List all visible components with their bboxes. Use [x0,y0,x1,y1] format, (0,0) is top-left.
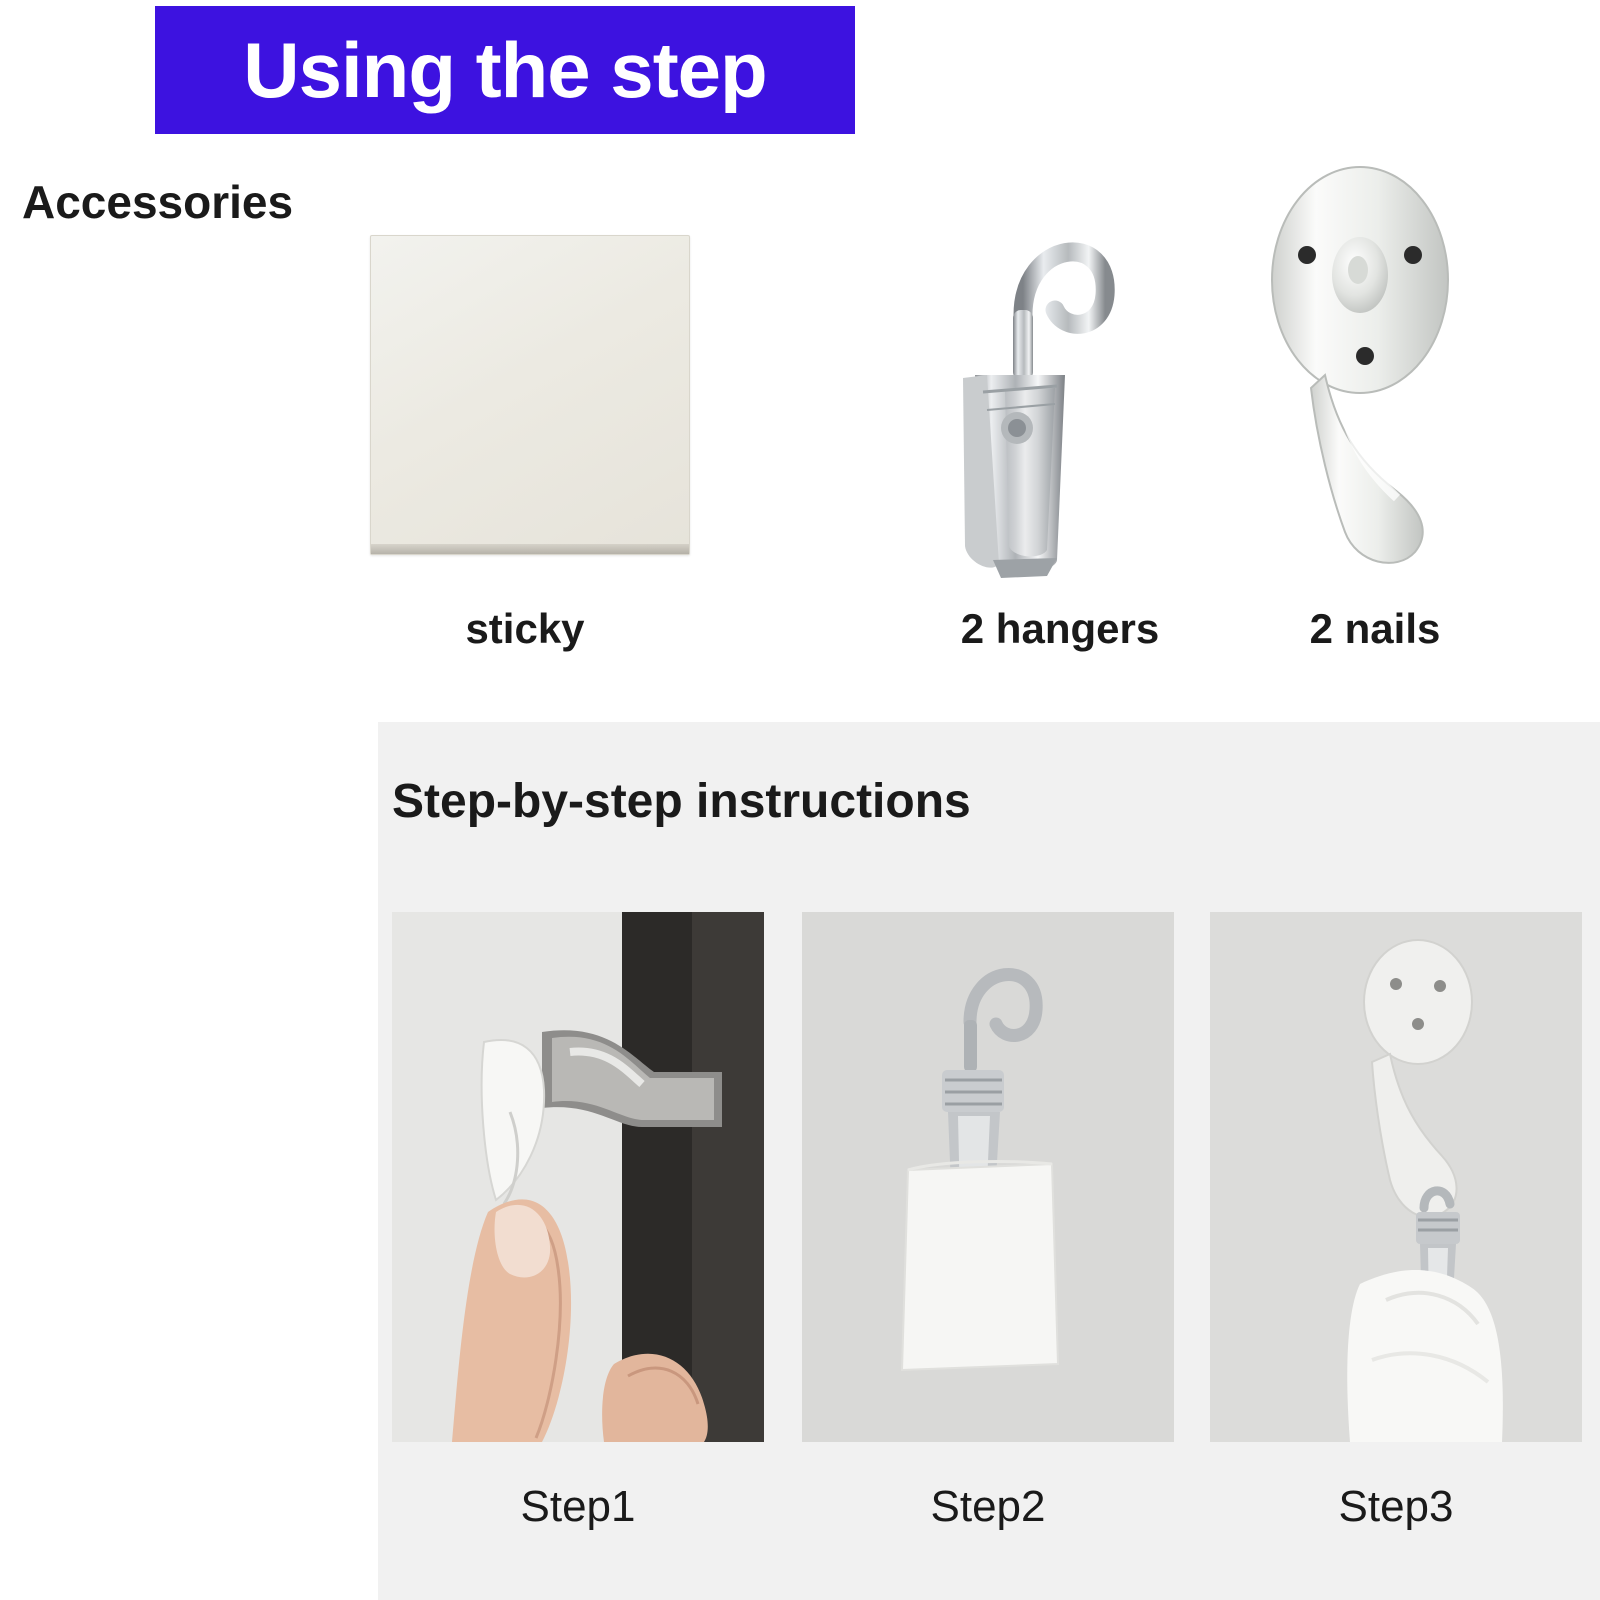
step-photo-3 [1210,912,1582,1442]
step-photo-1 [392,912,764,1442]
accessory-label-nail: 2 nails [1309,605,1441,652]
nail-hook-icon [1245,160,1525,580]
accessories-row [0,150,1600,670]
step-label-1: Step1 [520,1482,636,1531]
page-title: Using the step [243,26,767,114]
title-banner [155,6,855,134]
accessories-heading: Accessories [22,176,294,228]
accessory-item-sticky [345,235,705,565]
accessory-item-hanger [905,160,1205,580]
sticky-square-icon [370,235,690,555]
step-label-3: Step3 [1338,1482,1454,1531]
step-photos [392,912,1592,1442]
accessory-item-nail [1245,160,1525,580]
steps-panel [378,722,1600,1600]
steps-heading: Step-by-step instructions [392,775,971,828]
accessory-label-sticky: sticky [465,605,585,652]
accessory-label-hanger: 2 hangers [960,605,1160,652]
hanger-clip-icon [905,160,1205,580]
step-photo-2 [802,912,1174,1442]
step-label-2: Step2 [930,1482,1046,1531]
